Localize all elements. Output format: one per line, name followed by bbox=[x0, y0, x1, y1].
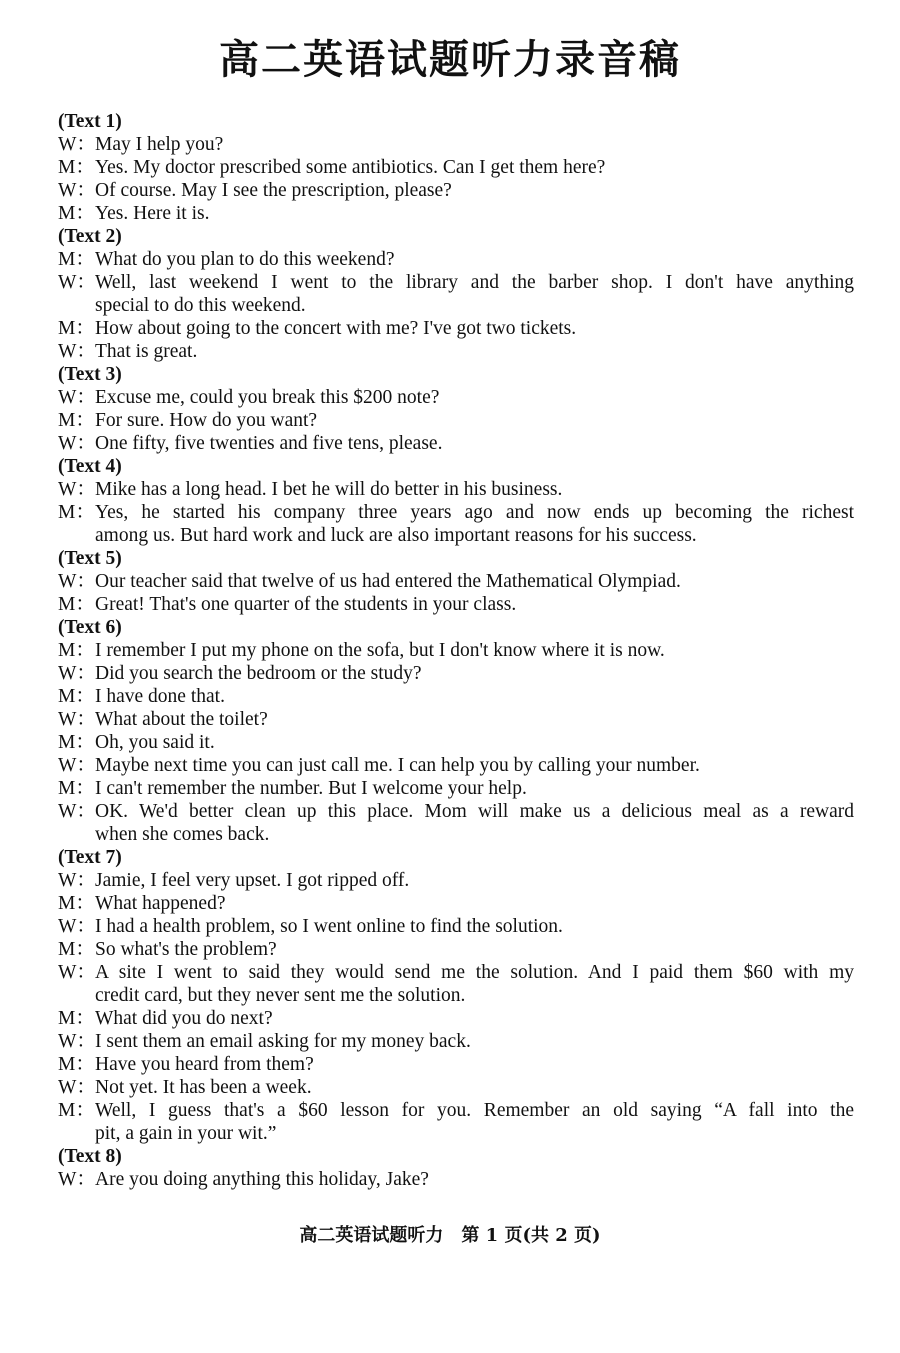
dialogue-text: Maybe next time you can just call me. I can help you by calling your number. bbox=[95, 755, 700, 776]
dialogue-continuation bbox=[58, 524, 854, 547]
speaker-label: M： bbox=[58, 594, 95, 615]
dialogue-line bbox=[58, 386, 854, 409]
dialogue-line bbox=[58, 593, 854, 616]
speaker-label: M： bbox=[58, 157, 95, 178]
dialogue-text: For sure. How do you want? bbox=[95, 410, 318, 431]
dialogue-text: One fifty, five twenties and five tens, please. bbox=[95, 433, 443, 454]
dialogue-text: Oh, you said it. bbox=[95, 732, 215, 753]
dialogue-line bbox=[58, 271, 854, 294]
speaker-label: M： bbox=[58, 318, 95, 339]
speaker-label: W： bbox=[58, 479, 96, 500]
dialogue-text: I have done that. bbox=[95, 686, 225, 707]
speaker-label: W： bbox=[58, 571, 96, 592]
dialogue-line bbox=[58, 731, 854, 754]
dialogue-text: What do you plan to do this weekend? bbox=[95, 249, 395, 270]
text-heading bbox=[58, 616, 854, 639]
dialogue-text: OK. We'd better clean up this place. Mom will make us a delicious meal as a reward bbox=[95, 801, 854, 822]
dialogue-text: Did you search the bedroom or the study? bbox=[95, 663, 422, 684]
dialogue-text: Our teacher said that twelve of us had entered the Mathematical Olympiad. bbox=[95, 571, 681, 592]
speaker-label: M： bbox=[58, 893, 95, 914]
dialogue-text: I had a health problem, so I went online to find the solution. bbox=[95, 916, 563, 937]
dialogue-text: A site I went to said they would send me the solution. And I paid them $60 with my bbox=[95, 962, 854, 983]
dialogue-text: I can't remember the number. But I welcome your help. bbox=[95, 778, 527, 799]
speaker-label: M： bbox=[58, 778, 95, 799]
speaker-label: W： bbox=[58, 916, 96, 937]
text-heading bbox=[58, 225, 854, 248]
dialogue-line bbox=[58, 662, 854, 685]
speaker-label: W： bbox=[58, 663, 96, 684]
dialogue-line bbox=[58, 869, 854, 892]
dialogue-text: pit, a gain in your wit.” bbox=[95, 1123, 277, 1144]
speaker-label: M： bbox=[58, 686, 95, 707]
dialogue-line bbox=[58, 202, 854, 225]
dialogue-line bbox=[58, 639, 854, 662]
speaker-label: W： bbox=[58, 1169, 96, 1190]
dialogue-line bbox=[58, 340, 854, 363]
dialogue-text: What about the toilet? bbox=[95, 709, 268, 730]
dialogue-line bbox=[58, 892, 854, 915]
text-heading-label: (Text 4) bbox=[58, 456, 122, 477]
speaker-label: W： bbox=[58, 801, 96, 822]
speaker-label: M： bbox=[58, 249, 95, 270]
dialogue-text: I remember I put my phone on the sofa, but I don't know where it is now. bbox=[95, 640, 665, 661]
dialogue-text: Not yet. It has been a week. bbox=[95, 1077, 312, 1098]
text-heading-label: (Text 7) bbox=[58, 847, 122, 868]
speaker-label: M： bbox=[58, 732, 95, 753]
speaker-label: W： bbox=[58, 433, 96, 454]
dialogue-continuation bbox=[58, 823, 854, 846]
speaker-label: W： bbox=[58, 387, 96, 408]
speaker-label: M： bbox=[58, 502, 95, 523]
dialogue-text: So what's the problem? bbox=[95, 939, 277, 960]
speaker-label: W： bbox=[58, 870, 96, 891]
dialogue-text: That is great. bbox=[95, 341, 198, 362]
dialogue-line bbox=[58, 1030, 854, 1053]
dialogue-line bbox=[58, 432, 854, 455]
dialogue-line bbox=[58, 179, 854, 202]
dialogue-text: May I help you? bbox=[95, 134, 224, 155]
dialogue-line bbox=[58, 915, 854, 938]
text-heading-label: (Text 2) bbox=[58, 226, 122, 247]
speaker-label: W： bbox=[58, 1077, 96, 1098]
dialogue-text: I sent them an email asking for my money back. bbox=[95, 1031, 471, 1052]
dialogue-continuation bbox=[58, 294, 854, 317]
dialogue-text: Jamie, I feel very upset. I got ripped off. bbox=[95, 870, 410, 891]
dialogue-text: credit card, but they never sent me the solution. bbox=[95, 985, 466, 1006]
speaker-label: M： bbox=[58, 203, 95, 224]
dialogue-line bbox=[58, 1007, 854, 1030]
text-heading bbox=[58, 846, 854, 869]
text-heading-label: (Text 6) bbox=[58, 617, 122, 638]
dialogue-text: Yes. Here it is. bbox=[95, 203, 210, 224]
speaker-label: M： bbox=[58, 1100, 95, 1121]
dialogue-line bbox=[58, 1099, 854, 1122]
dialogue-text: Great! That's one quarter of the students in your class. bbox=[95, 594, 517, 615]
speaker-label: W： bbox=[58, 709, 96, 730]
dialogue-line bbox=[58, 1076, 854, 1099]
speaker-label: W： bbox=[58, 962, 96, 983]
dialogue-line bbox=[58, 961, 854, 984]
dialogue-text: Excuse me, could you break this $200 note? bbox=[95, 387, 440, 408]
dialogue-line bbox=[58, 777, 854, 800]
dialogue-line bbox=[58, 156, 854, 179]
dialogue-text: Well, last weekend I went to the library and the barber shop. I don't have anything bbox=[95, 272, 854, 293]
dialogue-line bbox=[58, 501, 854, 524]
page-footer: 高二英语试题听力 第 1 页(共 2 页) bbox=[299, 1225, 601, 1246]
dialogue-line bbox=[58, 938, 854, 961]
dialogue-line bbox=[58, 1053, 854, 1076]
dialogue-text: Mike has a long head. I bet he will do better in his business. bbox=[95, 479, 563, 500]
dialogue-text: What did you do next? bbox=[95, 1008, 273, 1029]
text-heading bbox=[58, 363, 854, 386]
text-heading bbox=[58, 110, 854, 133]
dialogue-continuation bbox=[58, 1122, 854, 1145]
speaker-label: M： bbox=[58, 1008, 95, 1029]
dialogue-text: Have you heard from them? bbox=[95, 1054, 314, 1075]
dialogue-line bbox=[58, 409, 854, 432]
text-heading bbox=[58, 1145, 854, 1168]
speaker-label: W： bbox=[58, 755, 96, 776]
dialogue-line bbox=[58, 754, 854, 777]
dialogue-line bbox=[58, 570, 854, 593]
dialogue-continuation bbox=[58, 984, 854, 1007]
dialogue-text: Yes, he started his company three years ago and now ends up becoming the richest bbox=[95, 502, 854, 523]
speaker-label: M： bbox=[58, 939, 95, 960]
speaker-label: W： bbox=[58, 134, 96, 155]
speaker-label: W： bbox=[58, 180, 96, 201]
speaker-label: M： bbox=[58, 1054, 95, 1075]
dialogue-line bbox=[58, 248, 854, 271]
speaker-label: W： bbox=[58, 272, 96, 293]
dialogue-line bbox=[58, 800, 854, 823]
text-heading bbox=[58, 547, 854, 570]
dialogue-text: when she comes back. bbox=[95, 824, 270, 845]
dialogue-text: What happened? bbox=[95, 893, 226, 914]
page-title: 高二英语试题听力录音稿 bbox=[219, 36, 681, 83]
dialogue-text: Are you doing anything this holiday, Jake? bbox=[95, 1169, 429, 1190]
dialogue-line bbox=[58, 708, 854, 731]
dialogue-text: Yes. My doctor prescribed some antibiotics. Can I get them here? bbox=[95, 157, 606, 178]
speaker-label: M： bbox=[58, 640, 95, 661]
speaker-label: W： bbox=[58, 341, 96, 362]
dialogue-text: Of course. May I see the prescription, please? bbox=[95, 180, 452, 201]
dialogue-line bbox=[58, 133, 854, 156]
text-heading-label: (Text 3) bbox=[58, 364, 122, 385]
dialogue-text: special to do this weekend. bbox=[95, 295, 306, 316]
text-heading-label: (Text 5) bbox=[58, 548, 122, 569]
dialogue-line bbox=[58, 317, 854, 340]
text-heading bbox=[58, 455, 854, 478]
dialogue-line bbox=[58, 685, 854, 708]
dialogue-text: Well, I guess that's a $60 lesson for you. Remember an old saying “A fall into the bbox=[95, 1100, 854, 1121]
text-heading-label: (Text 8) bbox=[58, 1146, 122, 1167]
speaker-label: M： bbox=[58, 410, 95, 431]
transcript bbox=[58, 110, 854, 1191]
speaker-label: W： bbox=[58, 1031, 96, 1052]
dialogue-line bbox=[58, 478, 854, 501]
dialogue-text: among us. But hard work and luck are also important reasons for his success. bbox=[95, 525, 697, 546]
text-heading-label: (Text 1) bbox=[58, 111, 122, 132]
dialogue-line bbox=[58, 1168, 854, 1191]
dialogue-text: How about going to the concert with me? I've got two tickets. bbox=[95, 318, 577, 339]
